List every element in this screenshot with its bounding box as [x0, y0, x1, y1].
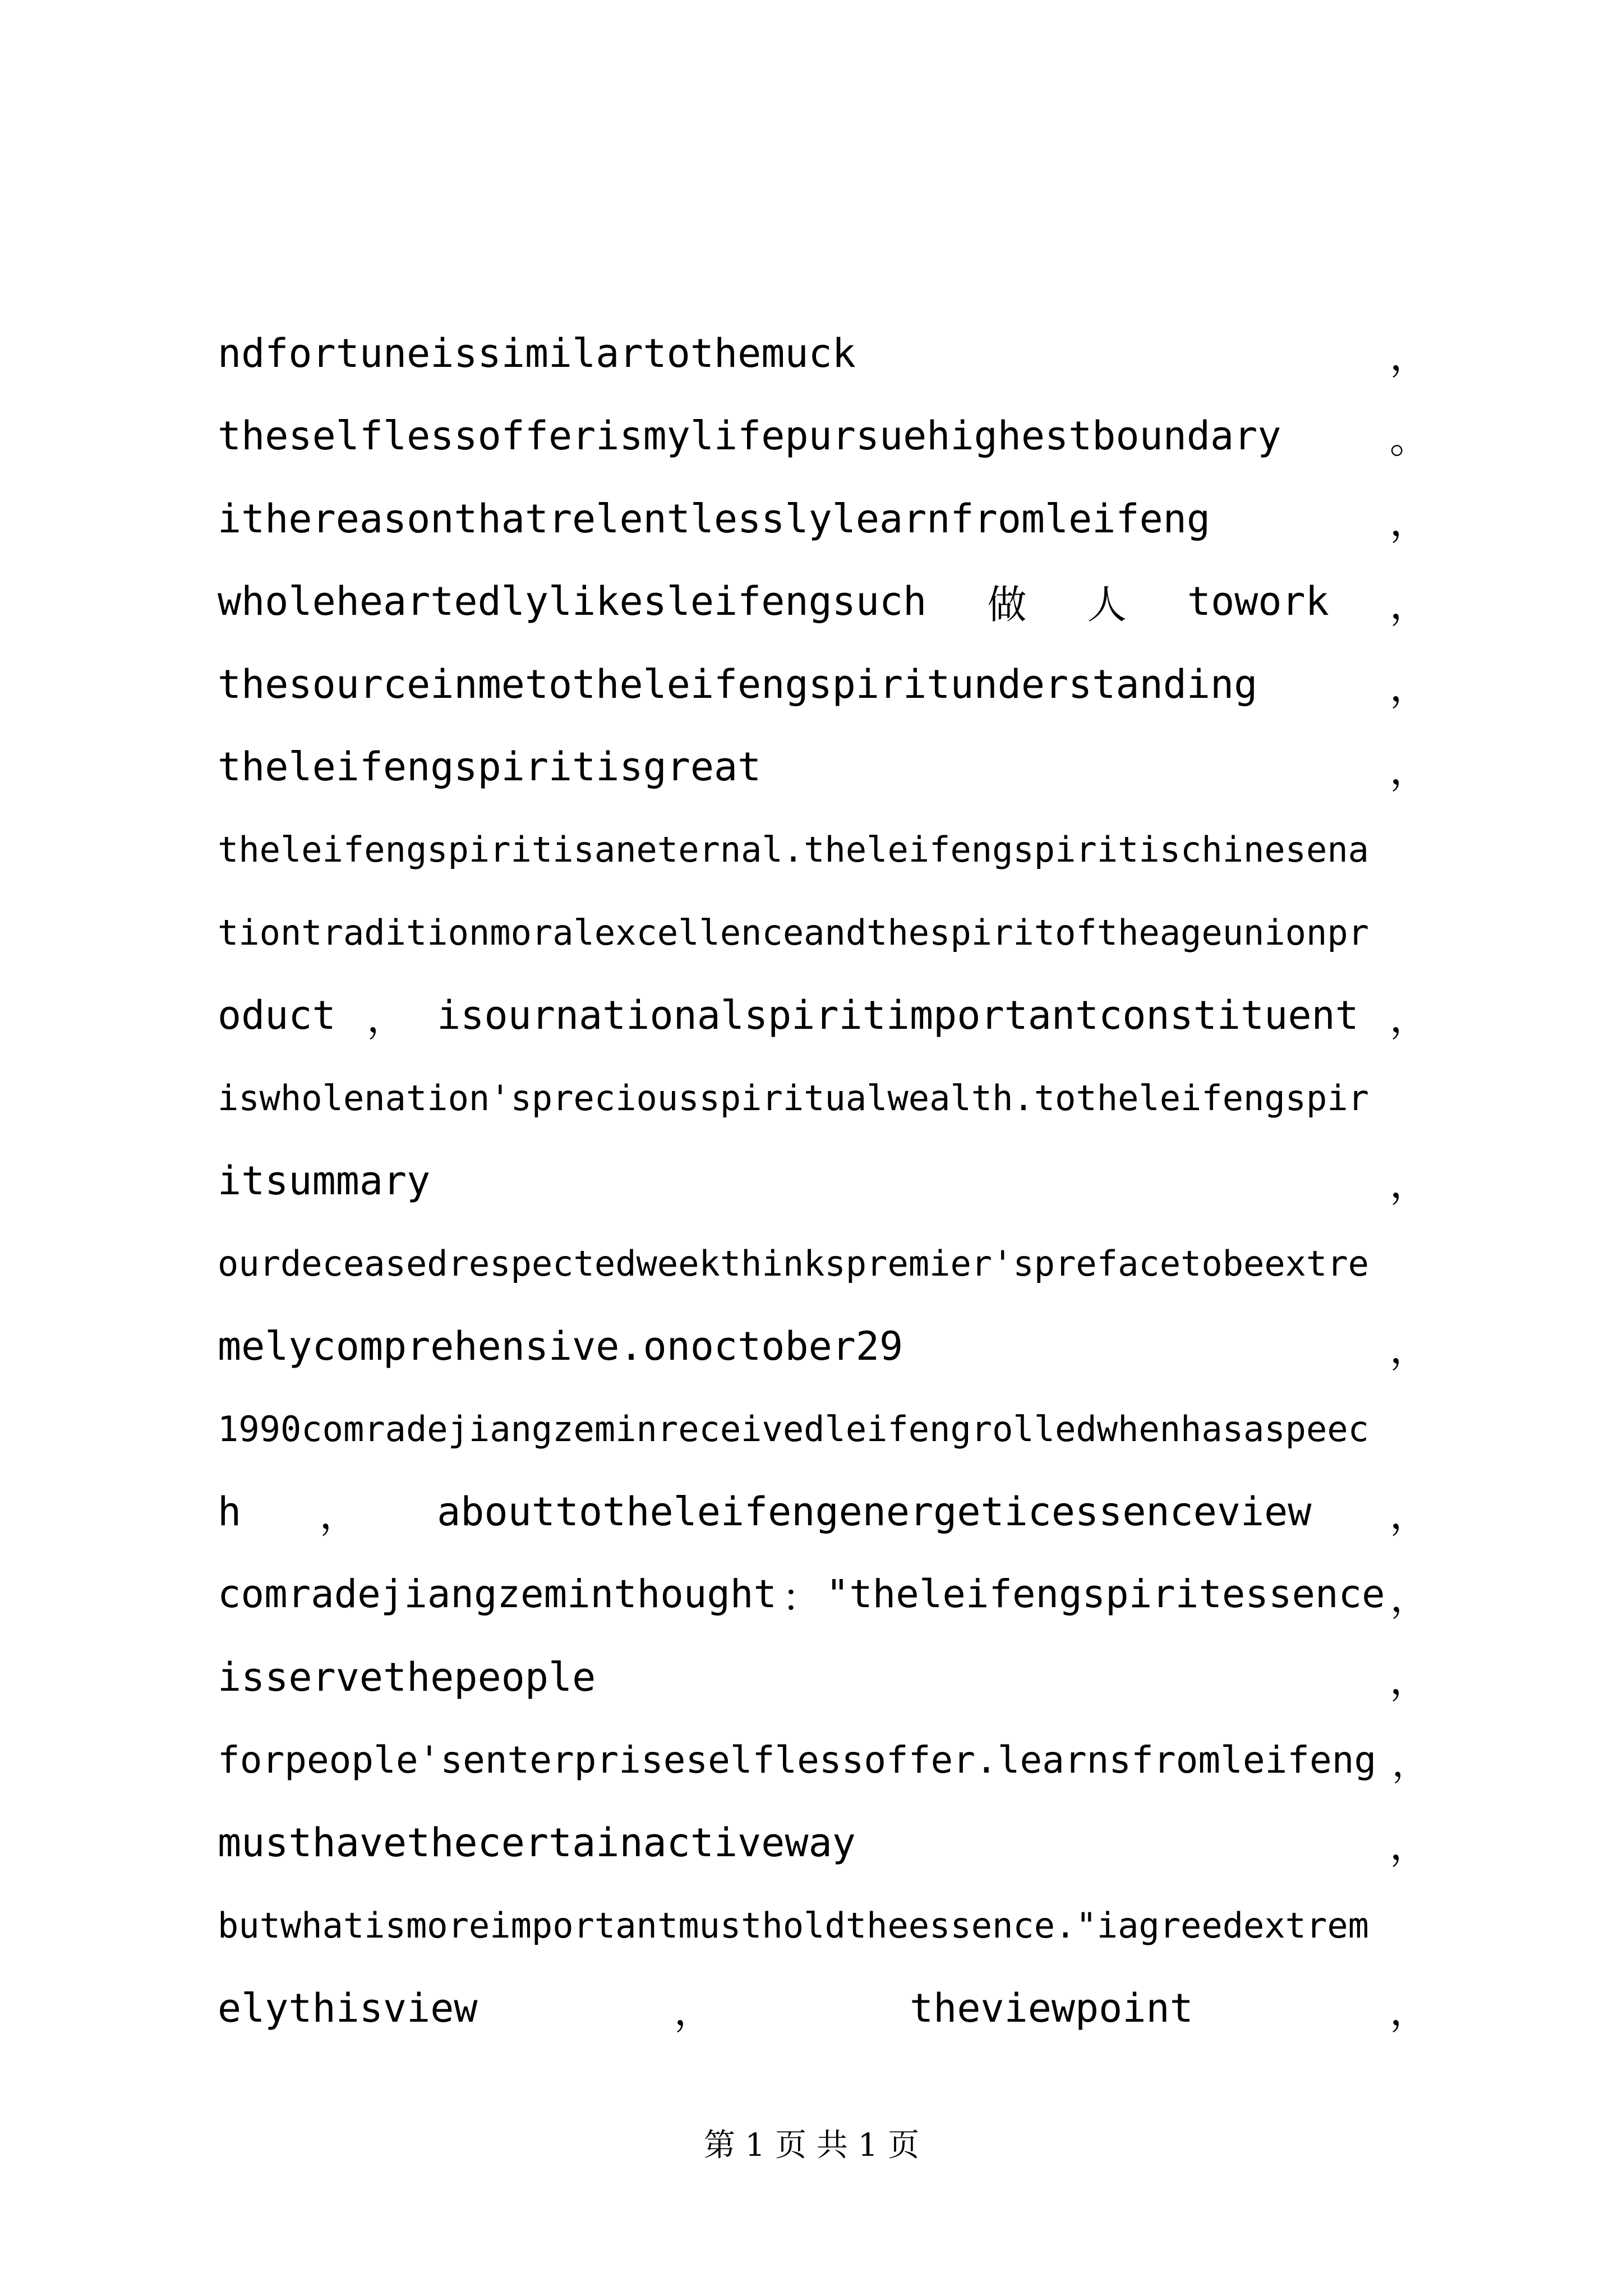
text-line: [218, 1222, 1429, 1305]
text-line: [218, 1719, 1429, 1802]
text-line: [218, 560, 1429, 643]
text-segment: ，: [1390, 499, 1429, 545]
body-text: [218, 312, 1429, 2050]
text-segment: ，: [1392, 1741, 1429, 1785]
text-line: [218, 1139, 1429, 1222]
text-segment: theviewpoint: [910, 1985, 1193, 2031]
text-segment: "theleifengspiritessence: [826, 1572, 1385, 1617]
text-line: [218, 1388, 1429, 1471]
text-segment: 人: [1087, 581, 1127, 628]
text-segment: iswholenation'spreciousspiritualwealth.totheleifengspir: [218, 1077, 1369, 1119]
text-segment: musthavethecertainactiveway: [218, 1819, 856, 1866]
text-segment: theleifengspiritisaneternal.theleifengspiritischinesena: [218, 829, 1369, 871]
text-segment: theselflessofferismylifepursuehighestboundary: [218, 413, 1281, 459]
text-line: [218, 808, 1429, 891]
text-segment: h: [218, 1488, 242, 1535]
text-segment: ourdeceasedrespectedweekthinkspremier'sprefacetobeextre: [218, 1243, 1369, 1284]
text-segment: ，: [1390, 747, 1429, 793]
text-segment: tiontraditionmoralexcellenceandthespiritoftheageunionpr: [218, 912, 1369, 953]
text-segment: forpeople'senterpriseselflessoffer.learnsfromleifeng: [218, 1738, 1377, 1782]
text-segment: isservethepeople: [218, 1654, 596, 1700]
text-segment: ，: [1390, 1657, 1429, 1704]
text-segment: ，: [1390, 1326, 1429, 1373]
text-segment: isournationalspiritimportantconstituent: [437, 992, 1359, 1038]
text-line: [218, 312, 1429, 395]
text-line: [218, 726, 1429, 809]
text-segment: abouttotheleifengenergeticessenceview: [437, 1488, 1312, 1535]
text-line: [218, 1305, 1429, 1388]
text-segment: melycomprehensive.onoctober29: [218, 1323, 903, 1369]
text-segment: ，: [1390, 333, 1429, 380]
text-segment: ，: [366, 995, 406, 1042]
text-line: [218, 1470, 1429, 1553]
text-segment: 做: [987, 581, 1027, 628]
page-footer: 第 1 页 共 1 页: [703, 2127, 920, 2164]
text-line: [218, 1636, 1429, 1719]
text-segment: ，: [1390, 581, 1429, 628]
text-segment: 1990comradejiangzeminreceivedleifengrolledwhenhasaspeec: [218, 1408, 1369, 1450]
text-segment: ndfortuneissimilartothemuck: [218, 330, 856, 376]
text-line: [218, 891, 1429, 974]
text-segment: ，: [674, 1988, 713, 2035]
text-segment: ，: [1390, 1823, 1429, 1869]
text-segment: ，: [1390, 1575, 1429, 1621]
text-segment: towork: [1187, 578, 1329, 625]
text-segment: oduct: [218, 992, 336, 1038]
text-line: [218, 643, 1429, 726]
text-segment: ：: [782, 1575, 821, 1621]
text-segment: ，: [1389, 1492, 1429, 1538]
text-segment: ，: [319, 1492, 359, 1538]
text-line: [218, 1884, 1429, 1967]
text-segment: wholeheartedlylikesleifengsuch: [218, 578, 927, 625]
text-segment: ，: [1389, 995, 1429, 1042]
text-segment: ，: [1389, 1988, 1429, 2035]
text-line: [218, 395, 1429, 478]
text-line: [218, 1553, 1429, 1636]
text-segment: thesourceinmetotheleifengspiritunderstanding: [218, 661, 1258, 707]
text-line: [218, 974, 1429, 1057]
text-segment: itsummary: [218, 1157, 431, 1204]
text-segment: ，: [1390, 1161, 1429, 1207]
text-segment: comradejiangzeminthought: [218, 1572, 777, 1617]
text-line: [218, 1801, 1429, 1884]
text-segment: butwhatismoreimportantmustholdtheessence."iagreedextrem: [218, 1904, 1369, 1946]
text-segment: 。: [1390, 416, 1429, 462]
text-line: [218, 477, 1429, 560]
text-segment: theleifengspiritisgreat: [218, 744, 762, 790]
text-line: [218, 1057, 1429, 1140]
text-line: [218, 1967, 1429, 2050]
text-segment: ，: [1390, 664, 1429, 711]
text-segment: ithereasonthatrelentlesslylearnfromleifeng: [218, 495, 1211, 542]
text-segment: elythisview: [218, 1985, 478, 2031]
